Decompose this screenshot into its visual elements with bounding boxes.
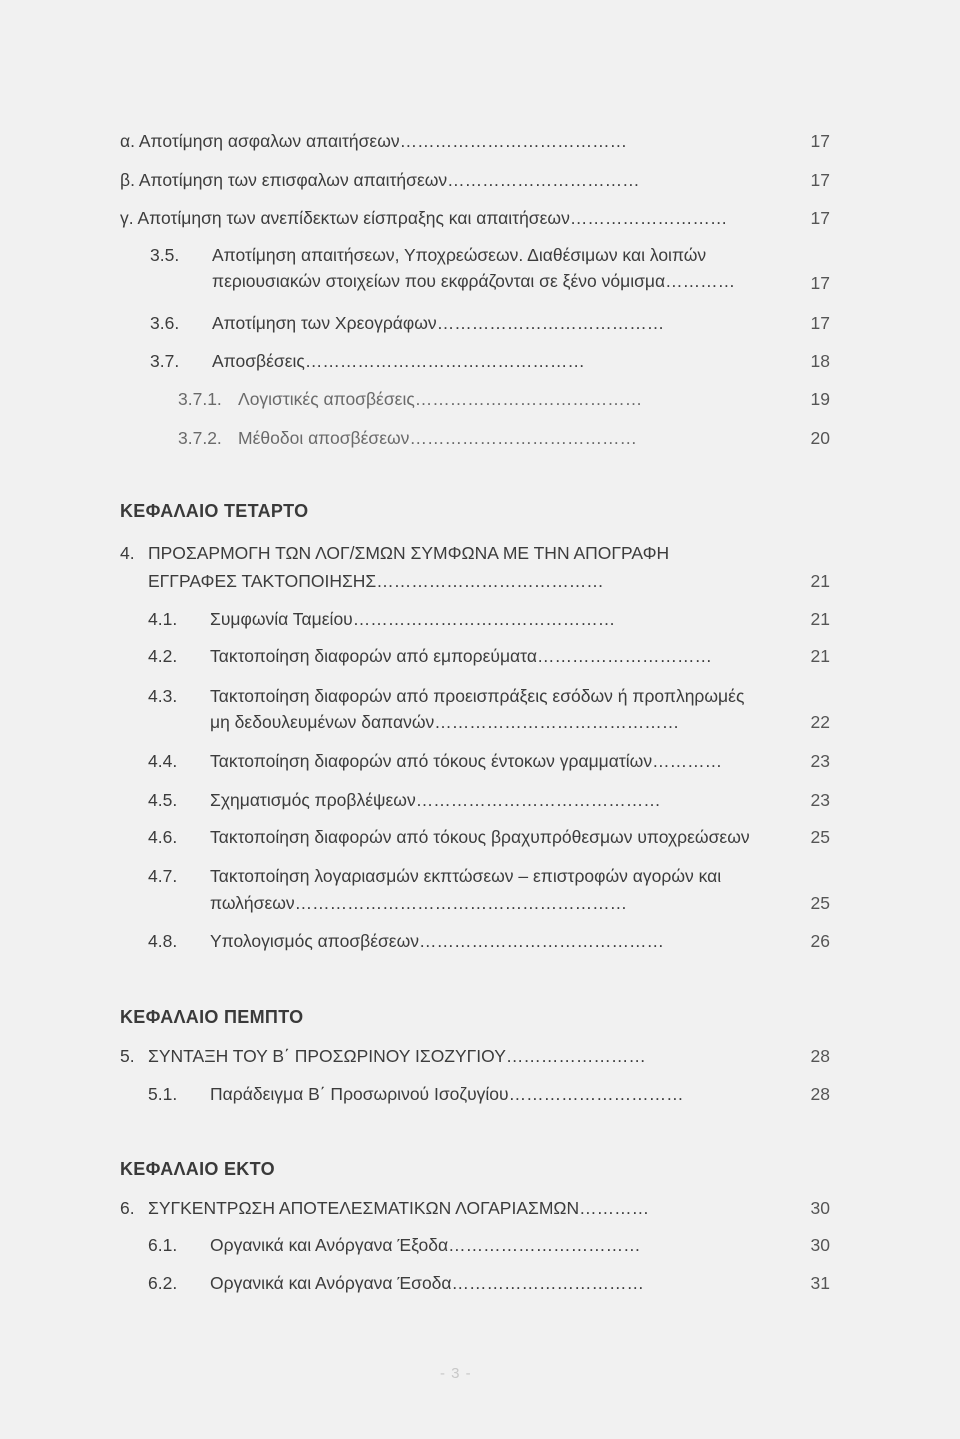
toc-entry-text: Τακτοποίηση διαφορών από τόκους έντοκων γραμματίων [210, 751, 653, 771]
toc-leader-dots: ………… [652, 751, 723, 771]
toc-entry-text: Παράδειγμα Β΄ Προσωρινού Ισοζυγίου [210, 1084, 509, 1104]
toc-leader-dots: …………………………… [448, 1235, 641, 1255]
toc-page-number: 28 [810, 1046, 830, 1066]
toc-entry-62 [210, 1272, 644, 1294]
toc-entry-44 [210, 750, 722, 772]
toc-entry-c [120, 207, 727, 229]
toc-page-number: 21 [810, 646, 830, 666]
toc-entry-number: 3.7.1. [178, 389, 222, 409]
toc-leader-dots: ………………………………………… [304, 351, 585, 371]
toc-entry-number: 4.1. [148, 609, 178, 629]
toc-entry-text: Συμφωνία Ταμείου [210, 609, 353, 629]
toc-entry-text: Τακτοποίηση διαφορών από εμπορεύματα [210, 646, 537, 666]
toc-entry-number: 3.6. [150, 313, 180, 333]
toc-entry-372 [238, 427, 637, 449]
chapter-heading: ΚΕΦΑΛΑΙΟ ΤΕΤΑΡΤΟ [120, 501, 309, 521]
chapter-title: ΣΥΝΤΑΞΗ ΤΟΥ Β΄ ΠΡΟΣΩΡΙΝΟΥ ΙΣΟΖΥΓΙΟΥ [148, 1046, 506, 1066]
toc-entry-number: 3.5. [150, 245, 180, 265]
toc-entry-number: 4.7. [148, 866, 178, 886]
chapter-title: ΠΡΟΣΑΡΜΟΓΗ ΤΩΝ ΛΟΓ/ΣΜΩΝ ΣΥΜΦΩΝΑ ΜΕ ΤΗΝ ΑΠΟΓΡΑΦΗ [148, 543, 670, 563]
toc-entry-43-line2 [210, 711, 679, 733]
toc-entry-48 [210, 930, 664, 952]
toc-page-number: 17 [810, 313, 830, 333]
toc-entry-text: Τακτοποίηση λογαριασμών εκπτώσεων – επιστροφών αγορών και [210, 866, 722, 886]
toc-entry-text: μη δεδουλευμένων δαπανών [210, 712, 435, 732]
toc-entry-number: 3.7. [150, 351, 180, 371]
toc-entry-47-line2 [210, 892, 627, 914]
toc-page-number: 19 [810, 389, 830, 409]
toc-entry-45 [210, 789, 661, 811]
toc-page-number: 17 [810, 208, 830, 228]
toc-entry-number: 5.1. [148, 1084, 178, 1104]
toc-page-number: 20 [810, 428, 830, 448]
toc-leader-dots: …………………… [505, 1046, 646, 1066]
toc-leader-dots: …………………………………… [419, 931, 665, 951]
toc-leader-dots: …………………………………… [415, 790, 661, 810]
toc-entry-35-line2 [212, 270, 735, 292]
toc-leader-dots: ………………………… [508, 1084, 684, 1104]
toc-leader-dots: ……………………… [569, 208, 728, 228]
toc-page-number: 26 [810, 931, 830, 951]
toc-entry-text: Μέθοδοι αποσβέσεων [238, 428, 410, 448]
toc-entry-text: Σχηματισμός προβλέψεων [210, 790, 416, 810]
toc-entry-number: 4.3. [148, 686, 178, 706]
toc-leader-dots: …………………………… [451, 1273, 645, 1293]
toc-page-number: 23 [810, 751, 830, 771]
toc-entry-46 [210, 826, 750, 848]
toc-entry-a [120, 130, 627, 152]
chapter6-title-row [148, 1197, 649, 1219]
toc-page-number: 28 [810, 1084, 830, 1104]
toc-page-number: 30 [810, 1198, 830, 1218]
toc-leader-dots: ………………………… [536, 646, 712, 666]
toc-leader-dots: ………………………………… [409, 428, 637, 448]
toc-page-number: 17 [810, 131, 830, 151]
toc-leader-dots: ………………………………………………… [294, 893, 628, 913]
toc-entry-number: 4.2. [148, 646, 178, 666]
toc-entry-text: Λογιστικές αποσβέσεις [238, 389, 415, 409]
toc-entry-36 [212, 312, 664, 334]
chapter4-line2 [148, 570, 604, 592]
toc-entry-number: 6.2. [148, 1273, 178, 1293]
toc-entry-text: β. Αποτίμηση των επισφαλων απαιτήσεων [120, 170, 448, 190]
toc-page-number: 31 [810, 1273, 830, 1293]
toc-entry-text: Οργανικά και Ανόργανα Έξοδα [210, 1235, 449, 1255]
toc-leader-dots: …………………………… [447, 170, 640, 190]
toc-entry-61 [210, 1234, 641, 1256]
toc-entry-number: 6.1. [148, 1235, 178, 1255]
page-footer-number: - 3 - [440, 1365, 472, 1382]
toc-entry-text: γ. Αποτίμηση των ανεπίδεκτων είσπραξης και απαιτήσεων [120, 208, 570, 228]
toc-page-number: 18 [810, 351, 830, 371]
toc-leader-dots: …………………………………… [434, 712, 680, 732]
toc-entry-number: 6. [120, 1198, 135, 1218]
chapter-title: ΣΥΓΚΕΝΤΡΩΣΗ ΑΠΟΤΕΛΕΣΜΑΤΙΚΩΝ ΛΟΓΑΡΙΑΣΜΩΝ [148, 1198, 580, 1218]
toc-entry-42 [210, 645, 712, 667]
chapter5-title-row [148, 1045, 646, 1067]
toc-leader-dots: ………………………………… [436, 313, 665, 333]
toc-entry-number: 4.4. [148, 751, 178, 771]
toc-leader-dots: ………………………………… [414, 389, 643, 409]
toc-entry-371 [238, 388, 642, 410]
toc-entry-b [120, 169, 640, 191]
toc-entry-text: Οργανικά και Ανόργανα Έσοδα [210, 1273, 452, 1293]
toc-leader-dots: ………… [579, 1198, 650, 1218]
toc-page-number: 21 [810, 609, 830, 629]
toc-entry-text: Αποσβέσεις [212, 351, 305, 371]
toc-page-number: 21 [810, 571, 830, 591]
toc-leader-dots: ………… [665, 271, 736, 291]
toc-leader-dots: ………………………………… [376, 571, 604, 591]
toc-page-number: 17 [810, 170, 830, 190]
toc-entry-number: 5. [120, 1046, 135, 1066]
toc-entry-text: α. Αποτίμηση ασφαλων απαιτήσεων [120, 131, 400, 151]
toc-entry-number: 4.5. [148, 790, 178, 810]
toc-entry-text: Αποτίμηση απαιτήσεων, Υποχρεώσεων. Διαθέσιμων και λοιπών [212, 245, 707, 265]
toc-entry-number: 4.8. [148, 931, 178, 951]
toc-leader-dots: ………………………………… [399, 131, 628, 151]
toc-entry-41 [210, 608, 615, 630]
chapter-title: ΕΓΓΡΑΦΕΣ ΤΑΚΤΟΠΟΙΗΣΗΣ [148, 571, 377, 591]
toc-page-number: 22 [810, 712, 830, 732]
toc-entry-51 [210, 1083, 684, 1105]
toc-page-number: 30 [810, 1235, 830, 1255]
toc-page-number: 25 [810, 893, 830, 913]
toc-entry-text: Αποτίμηση των Χρεογράφων [212, 313, 437, 333]
toc-entry-37 [212, 350, 585, 372]
toc-entry-text: Τακτοποίηση διαφορών από τόκους βραχυπρόθεσμων υποχρεώσεων [210, 827, 750, 847]
toc-entry-text: περιουσιακών στοιχείων που εκφράζονται σε ξένο νόμισμα [212, 271, 666, 291]
toc-entry-number: 4. [120, 543, 135, 563]
toc-entry-text: Τακτοποίηση διαφορών από προεισπράξεις εσόδων ή προπληρωμές [210, 686, 745, 706]
toc-entry-number: 4.6. [148, 827, 178, 847]
chapter-heading: ΚΕΦΑΛΑΙΟ ΕΚΤΟ [120, 1159, 275, 1179]
toc-entry-number: 3.7.2. [178, 428, 222, 448]
chapter-heading: ΚΕΦΑΛΑΙΟ ΠΕΜΠΤΟ [120, 1007, 304, 1027]
toc-entry-text: πωλήσεων [210, 893, 295, 913]
toc-page-number: 23 [810, 790, 830, 810]
toc-page-number: 17 [810, 273, 830, 293]
toc-page-number: 25 [810, 827, 830, 847]
toc-entry-text: Υπολογισμός αποσβέσεων [210, 931, 420, 951]
toc-leader-dots: ……………………………………… [352, 609, 616, 629]
